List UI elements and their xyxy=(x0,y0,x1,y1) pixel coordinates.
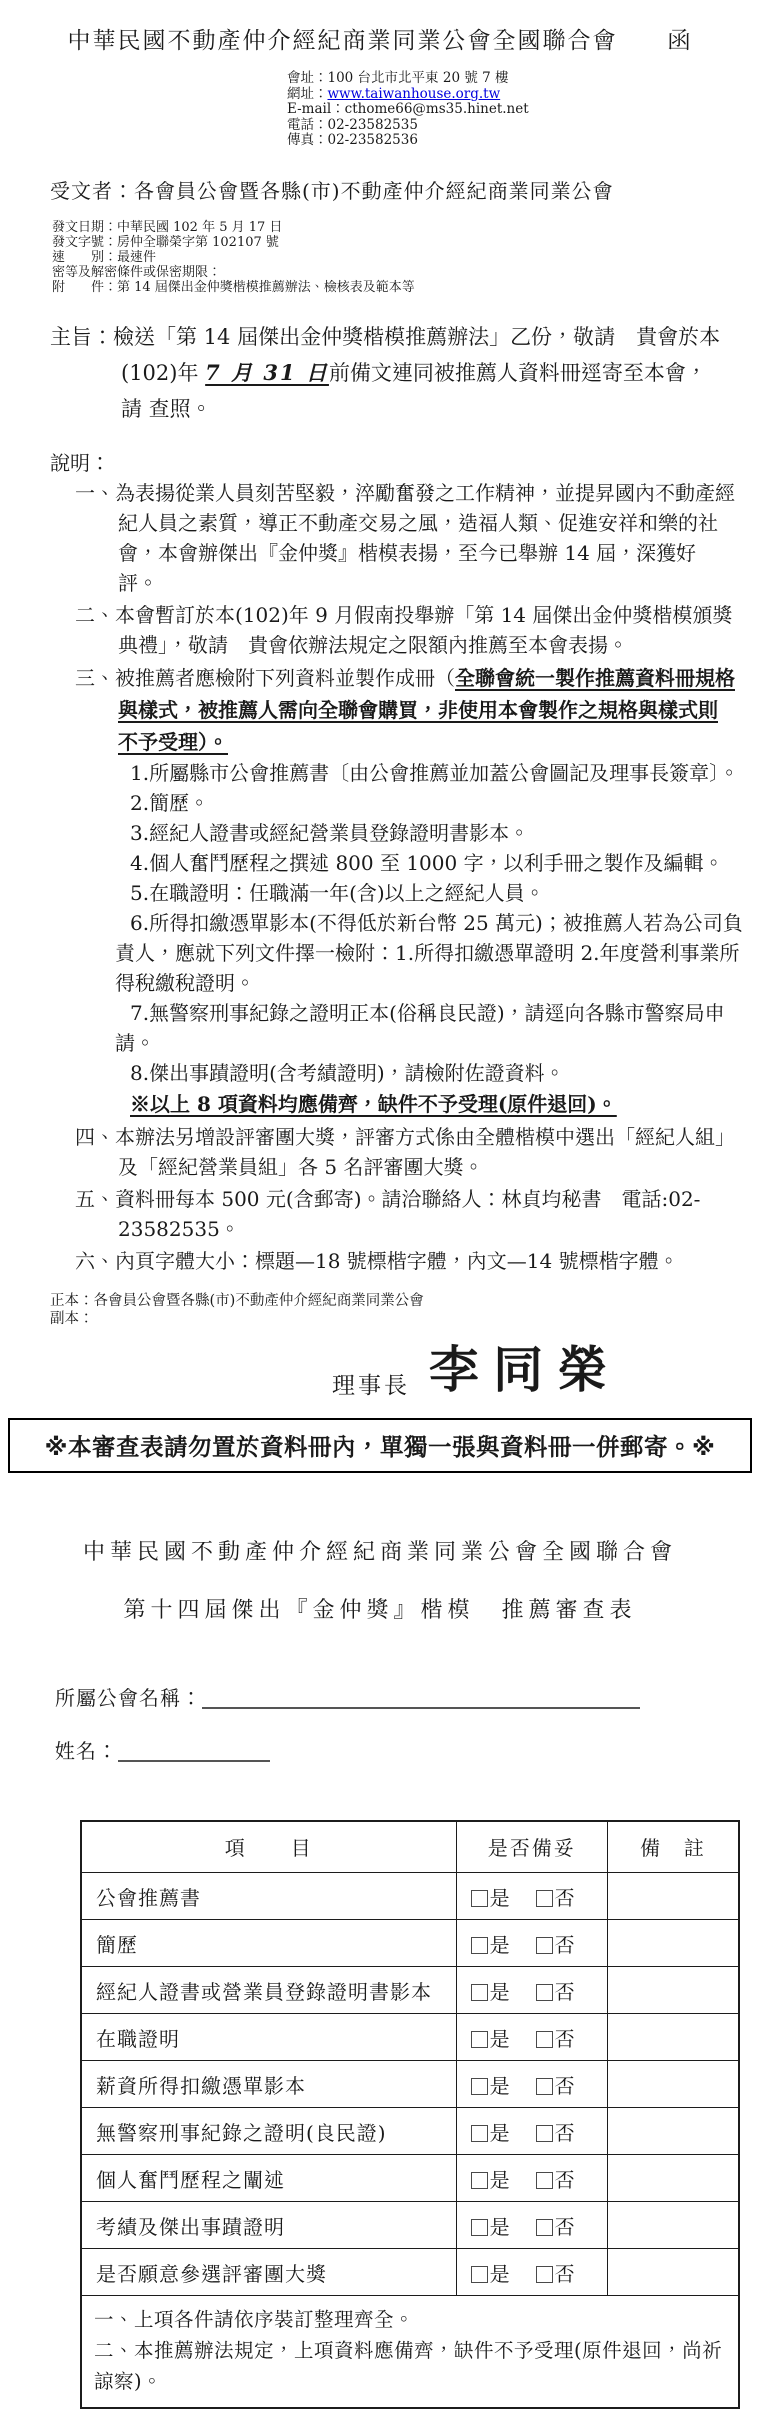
checkbox-yes[interactable] xyxy=(471,2031,488,2048)
no-label: 否 xyxy=(554,2214,575,2239)
subject-paragraph xyxy=(50,319,722,427)
sub-item-8: 8.傑出事蹟證明(含考績證明)，請檢附佐證資料。 xyxy=(130,1060,565,1085)
form-heading-association: 中華民國不動產仲介經紀商業同業公會全國聯合會 xyxy=(82,1539,677,1565)
no-label: 否 xyxy=(554,1932,575,1957)
row-note xyxy=(607,1967,739,2014)
yes-label: 是 xyxy=(489,2261,510,2286)
explanation-item-6 xyxy=(75,1246,735,1276)
yes-label: 是 xyxy=(489,2073,510,2098)
checkbox-no[interactable] xyxy=(536,2125,553,2142)
row-checks xyxy=(456,2108,607,2155)
association-name-input[interactable] xyxy=(202,1685,640,1709)
row-note xyxy=(607,2202,739,2249)
copies-block xyxy=(50,1292,760,1328)
table-row xyxy=(81,2061,739,2108)
contact-block xyxy=(287,71,760,149)
item-text: 資料冊每本 500 元(含郵寄)。請洽聯絡人：林貞均秘書 電話:02-23582535。 xyxy=(115,1186,701,1241)
signature-block xyxy=(332,1330,760,1399)
carbon-copy-line: 副本： xyxy=(50,1310,94,1327)
subject-part2: 前備文連同被推薦人資料冊逕寄至本會，請 查照。 xyxy=(121,360,707,421)
sub-item-7: 7.無警察刑事紀錄之證明正本(俗稱良民證)，請逕向各縣市警察局申請。 xyxy=(115,1000,725,1055)
row-note xyxy=(607,2061,739,2108)
row-label: 薪資所得扣繳憑單影本 xyxy=(81,2061,456,2108)
row-checks xyxy=(456,2249,607,2296)
row-checks xyxy=(456,2014,607,2061)
item-number: 一、 xyxy=(75,480,115,505)
signer-title: 理事長 xyxy=(332,1372,410,1399)
row-label: 經紀人證書或營業員登錄證明書影本 xyxy=(81,1967,456,2014)
checkbox-yes[interactable] xyxy=(471,2219,488,2236)
table-row xyxy=(81,2202,739,2249)
item-text: 本辦法另增設評審團大獎，評審方式係由全體楷模中選出「經紀人組」及「經紀營業員組」各 5 名評審團大獎。 xyxy=(115,1124,735,1179)
checkbox-no[interactable] xyxy=(536,2172,553,2189)
recipient-line: 受文者：各會員公會暨各縣(市)不動產仲介經紀商業同業公會 xyxy=(50,178,614,203)
row-note xyxy=(607,1873,739,1920)
checkbox-no[interactable] xyxy=(536,2219,553,2236)
yes-label: 是 xyxy=(489,1885,510,1910)
table-row xyxy=(81,2108,739,2155)
contact-website xyxy=(287,87,760,103)
yes-label: 是 xyxy=(489,2167,510,2192)
sub-item-6: 6.所得扣繳憑單影本(不得低於新台幣 25 萬元)；被推薦人若為公司負責人，應就下列文件擇一檢附：1.所得扣繳憑單證明 2.年度營利事業所得稅繳稅證明。 xyxy=(115,910,743,995)
form-heading-review-table: 第十四屆傑出『金仲獎』楷模 推薦審查表 xyxy=(123,1597,637,1623)
checkbox-no[interactable] xyxy=(536,1984,553,2001)
yes-label: 是 xyxy=(489,1979,510,2004)
row-checks xyxy=(456,1967,607,2014)
table-row xyxy=(81,2155,739,2202)
row-label: 考績及傑出事蹟證明 xyxy=(81,2202,456,2249)
no-label: 否 xyxy=(554,2073,575,2098)
header-item: 項 目 xyxy=(81,1821,456,1873)
contact-email: E-mail：cthome66@ms35.hinet.net xyxy=(287,101,529,117)
footnote-1: 一、上項各件請依序裝訂整理齊全。 xyxy=(94,2308,415,2331)
website-link[interactable]: www.taiwanhouse.org.tw xyxy=(327,85,501,102)
header-ready: 是否備妥 xyxy=(456,1821,607,1873)
yes-label: 是 xyxy=(489,2026,510,2051)
table-row xyxy=(81,1967,739,2014)
checkbox-yes[interactable] xyxy=(471,1937,488,1954)
signer-name-signature: 李同榮 xyxy=(429,1339,622,1399)
sub-item-2: 2.簡歷。 xyxy=(130,790,210,815)
row-note xyxy=(607,2014,739,2061)
yes-label: 是 xyxy=(489,2214,510,2239)
association-name-field xyxy=(55,1682,760,1711)
checkbox-no[interactable] xyxy=(536,2266,553,2283)
footnote-2: 二、本推薦辦法規定，上項資料應備齊，缺件不予受理(原件退回，尚祈諒察)。 xyxy=(94,2339,723,2393)
sub-item-4: 4.個人奮鬥歷程之撰述 800 至 1000 字，以利手冊之製作及編輯。 xyxy=(130,850,724,875)
sub-item-5: 5.在職證明：任職滿一年(含)以上之經紀人員。 xyxy=(130,880,545,905)
row-note xyxy=(607,2249,739,2296)
person-name-field xyxy=(55,1735,760,1764)
checkbox-yes[interactable] xyxy=(471,2125,488,2142)
item-text: 內頁字體大小：標題—18 號標楷字體，內文—14 號標楷字體。 xyxy=(115,1248,679,1273)
subject-deadline: 7 月 31 日 xyxy=(205,359,329,385)
explanation-item-3 xyxy=(75,662,735,758)
subject-part1: 檢送「第 14 屆傑出金仲獎楷模推薦辦法」乙份，敬請 貴會於本(102)年 xyxy=(113,324,721,385)
row-label: 公會推薦書 xyxy=(81,1873,456,1920)
table-footnotes xyxy=(81,2296,739,2409)
all-items-required-note: ※以上 8 項資料均應備齊，缺件不予受理(原件退回)。 xyxy=(130,1091,617,1116)
item-emphasis: 全聯會統一製作推薦資料冊規格與樣式，被推薦人需向全聯會購買，非使用本會製作之規格與樣式則不予受理 xyxy=(118,665,735,754)
header-note: 備 註 xyxy=(607,1821,739,1873)
item-number: 六、 xyxy=(75,1248,115,1273)
row-checks xyxy=(456,2061,607,2108)
table-row xyxy=(81,1873,739,1920)
row-checks xyxy=(456,2155,607,2202)
association-name-label: 所屬公會名稱： xyxy=(55,1685,202,1710)
meta-block xyxy=(52,220,760,295)
yes-label: 是 xyxy=(489,1932,510,1957)
checkbox-no[interactable] xyxy=(536,2031,553,2048)
contact-phone: 電話：02-23582535 xyxy=(287,116,418,133)
meta-speed: 速 別：最速件 xyxy=(52,249,157,265)
no-label: 否 xyxy=(554,1885,575,1910)
row-checks xyxy=(456,1920,607,1967)
row-checks xyxy=(456,2202,607,2249)
checkbox-yes[interactable] xyxy=(471,2266,488,2283)
subject-label: 主旨： xyxy=(50,324,113,349)
original-copy-line: 正本：各會員公會暨各縣(市)不動產仲介經紀商業同業公會 xyxy=(50,1292,424,1309)
contact-address: 會址：100 台北市北平東 20 號 7 樓 xyxy=(287,70,509,86)
mailing-notice-box: ※本審查表請勿置於資料冊內，單獨一張與資料冊一併郵寄。※ xyxy=(8,1418,752,1473)
explanation-item-1 xyxy=(75,478,735,598)
row-label: 是否願意參選評審團大獎 xyxy=(81,2249,456,2296)
no-label: 否 xyxy=(554,2026,575,2051)
checklist-header-row xyxy=(81,1821,739,1873)
checkbox-no[interactable] xyxy=(536,1890,553,1907)
row-checks xyxy=(456,1873,607,1920)
item-text: 本會暫訂於本(102)年 9 月假南投舉辦「第 14 屆傑出金仲獎楷模頒獎典禮」，敬請 貴會依辦法規定之限額內推薦至本會表揚。 xyxy=(115,602,733,657)
sub-item-1: 1.所屬縣市公會推薦書〔由公會推薦並加蓋公會圖記及理事長簽章〕。 xyxy=(130,760,740,785)
no-label: 否 xyxy=(554,1979,575,2004)
meta-attachment: 附 件：第 14 屆傑出金仲獎楷模推薦辦法、檢核表及範本等 xyxy=(52,279,415,295)
row-label: 無警察刑事紀錄之證明(良民證) xyxy=(81,2108,456,2155)
row-note xyxy=(607,2108,739,2155)
letter-title: 中華民國不動產仲介經紀商業同業公會全國聯合會 函 xyxy=(67,28,693,54)
checkbox-yes[interactable] xyxy=(471,1890,488,1907)
row-label: 個人奮鬥歷程之闡述 xyxy=(81,2155,456,2202)
meta-date: 發文日期：中華民國 102 年 5 月 17 日 xyxy=(52,219,283,235)
checkbox-no[interactable] xyxy=(536,1937,553,1954)
website-label: 網址： xyxy=(287,85,328,102)
explanation-item-4 xyxy=(75,1122,735,1182)
meta-number: 發文字號：房仲全聯榮字第 102107 號 xyxy=(52,234,279,250)
table-footnote-row xyxy=(81,2296,739,2409)
checkbox-no[interactable] xyxy=(536,2078,553,2095)
contact-fax: 傳真：02-23582536 xyxy=(287,132,418,148)
explanation-label: 說明： xyxy=(50,450,110,475)
row-label: 簡歷 xyxy=(81,1920,456,1967)
explanation-item-5 xyxy=(75,1184,735,1244)
checklist-table xyxy=(80,1820,740,2410)
meta-secrecy: 密等及解密條件或保密期限： xyxy=(52,264,222,280)
item-text: ）。 xyxy=(198,729,228,754)
person-name-label: 姓名： xyxy=(55,1738,118,1763)
checkbox-yes[interactable] xyxy=(471,2172,488,2189)
yes-label: 是 xyxy=(489,2120,510,2145)
item-text: 為表揚從業人員刻苦堅毅，淬勵奮發之工作精神，並提昇國內不動產經紀人員之素質，導正不動產交易之風，造福人類、促進安祥和樂的社會，本會辦傑出『金仲獎』楷模表揚，至今已舉辦 14 屆，深獲好評。 xyxy=(115,480,735,595)
item-number: 四、 xyxy=(75,1124,115,1149)
no-label: 否 xyxy=(554,2167,575,2192)
no-label: 否 xyxy=(554,2120,575,2145)
table-row xyxy=(81,1920,739,1967)
checkbox-yes[interactable] xyxy=(471,1984,488,2001)
row-note xyxy=(607,1920,739,1967)
row-label: 在職證明 xyxy=(81,2014,456,2061)
item-number: 三、 xyxy=(75,665,115,690)
item-number: 五、 xyxy=(75,1186,115,1211)
row-note xyxy=(607,2155,739,2202)
table-row xyxy=(81,2249,739,2296)
item-text: 被推薦者應檢附下列資料並製作成冊（ xyxy=(115,665,455,690)
table-row xyxy=(81,2014,739,2061)
item-number: 二、 xyxy=(75,602,115,627)
checkbox-yes[interactable] xyxy=(471,2078,488,2095)
no-label: 否 xyxy=(554,2261,575,2286)
person-name-input[interactable] xyxy=(118,1738,270,1762)
explanation-item-2 xyxy=(75,600,735,660)
sub-item-3: 3.經紀人證書或經紀營業員登錄證明書影本。 xyxy=(130,820,530,845)
